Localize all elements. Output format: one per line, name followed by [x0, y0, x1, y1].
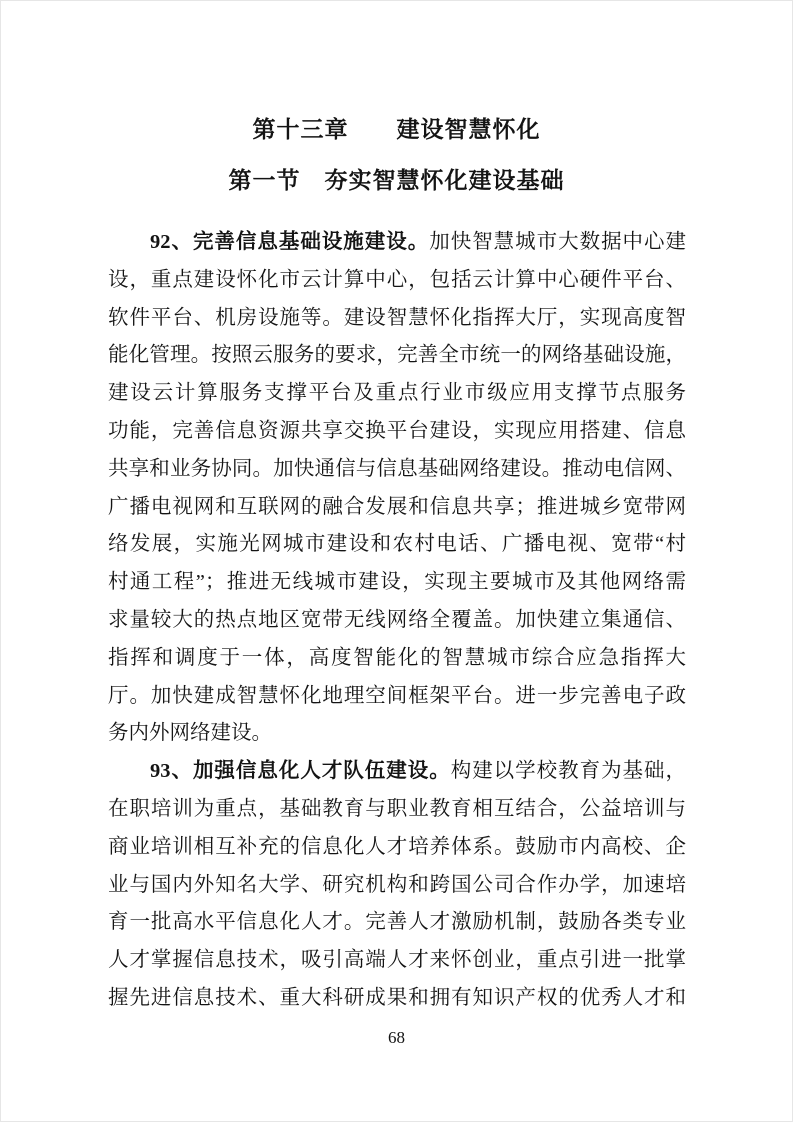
page-number: 68 — [388, 1028, 405, 1047]
paragraph-92-line-3: 软件平台、机房设施等。建设智慧怀化指挥大厅，实现高度智 — [108, 306, 686, 329]
paragraph-93-line-5: 育一批高水平信息化人才。完善人才激励机制，鼓励各类专业 — [108, 911, 686, 934]
paragraph-92-line-5: 建设云计算服务支撑平台及重点行业市级应用支撑节点服务 — [108, 382, 686, 405]
paragraph-92-line-11: 求量较大的热点地区宽带无线网络全覆盖。加快建立集通信、 — [108, 608, 686, 631]
paragraph-93-line-4: 业与国内外知名大学、研究机构和跨国公司合作办学，加速培 — [108, 873, 686, 896]
paragraph-92-line-1 — [108, 224, 686, 262]
paragraph-92-line-9: 络发展，实施光网城市建设和农村电话、广播电视、宽带“村 — [108, 533, 686, 556]
paragraph-93-line-6: 人才掌握信息技术，吸引高端人才来怀创业，重点引进一批掌 — [108, 949, 686, 972]
paragraph-92-line-6: 功能，完善信息资源共享交换平台建设，实现应用搭建、信息 — [108, 419, 686, 442]
chapter-title: 第十三章 建设智慧怀化 — [252, 117, 541, 142]
section-title: 第一节 夯实智慧怀化建设基础 — [228, 168, 565, 193]
paragraph-93-lead: 93、加强信息化人才队伍建设。 — [150, 760, 451, 783]
paragraph-92-line-10: 村通工程”；推进无线城市建设，实现主要城市及其他网络需 — [108, 571, 686, 594]
paragraph-92-line-1-rest: 加快智慧城市大数据中心建 — [429, 231, 687, 253]
paragraph-92-line-7: 共享和业务协同。加快通信与信息基础网络建设。推动电信网、 — [108, 457, 686, 480]
paragraph-92-line-2: 设，重点建设怀化市云计算中心，包括云计算中心硬件平台、 — [108, 268, 686, 291]
document-body — [108, 224, 686, 1018]
paragraph-93-line-7: 握先进信息技术、重大科研成果和拥有知识产权的优秀人才和 — [108, 986, 686, 1009]
paragraph-93-line-1-rest: 构建以学校教育为基础， — [450, 760, 687, 783]
paragraph-93-line-3: 商业培训相互补充的信息化人才培养体系。鼓励市内高校、企 — [108, 835, 686, 858]
paragraph-92-lead: 92、完善信息基础设施建设。 — [150, 231, 430, 253]
paragraph-92-line-12: 指挥和调度于一体，高度智能化的智慧城市综合应急指挥大 — [108, 646, 686, 669]
paragraph-92-line-14: 务内外网络建设。 — [108, 722, 272, 745]
paragraph-93-line-2: 在职培训为重点，基础教育与职业教育相互结合，公益培训与 — [108, 797, 686, 820]
paragraph-93-line-1 — [108, 753, 686, 791]
paragraph-92-line-13: 厅。加快建成智慧怀化地理空间框架平台。进一步完善电子政 — [108, 684, 686, 707]
paragraph-92-line-4: 能化管理。按照云服务的要求，完善全市统一的网络基础设施， — [108, 344, 686, 367]
paragraph-92-line-8: 广播电视网和互联网的融合发展和信息共享；推进城乡宽带网 — [108, 495, 686, 518]
